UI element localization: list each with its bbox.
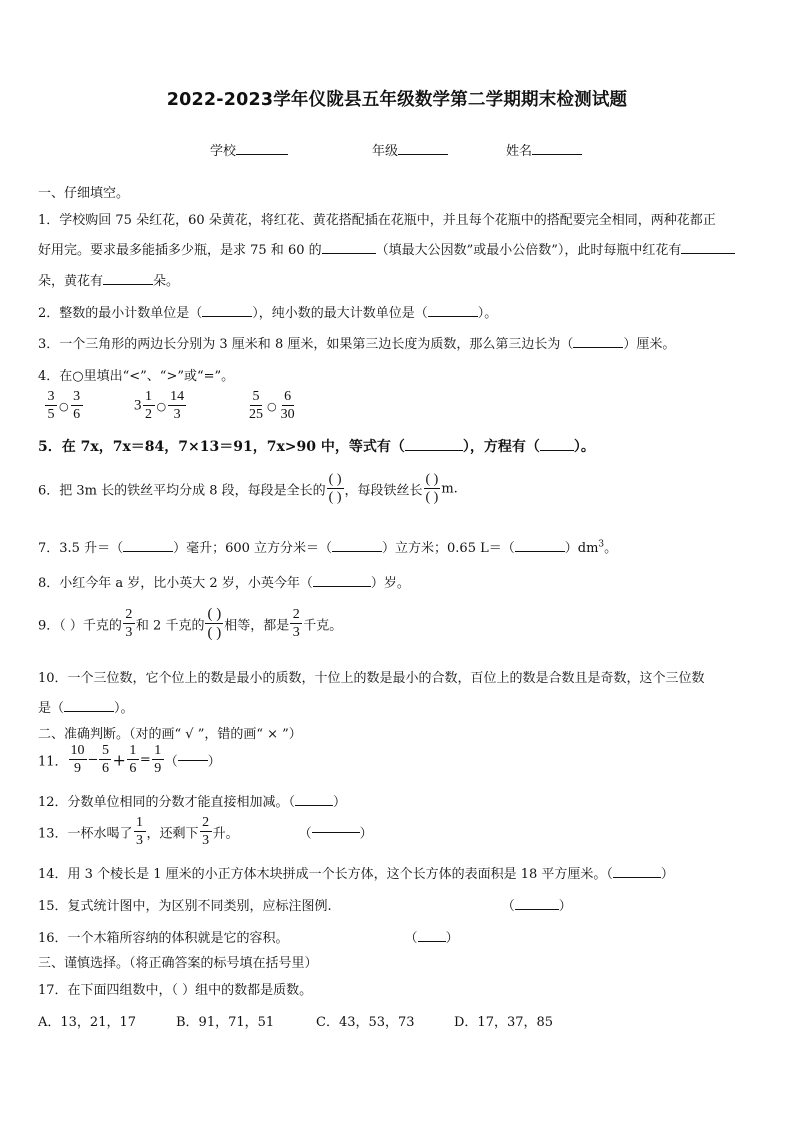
page-title: 2022-2023学年仪陇县五年级数学第二学期期末检测试题 bbox=[166, 90, 628, 110]
q8-blank[interactable] bbox=[313, 586, 371, 587]
q9: 9．（ ）千克的 $\frac{2}{3}$ 和 2 千克的 $\frac{( )}{( )}$ 相等，都是 $\frac{2}{3}$ 千克。 bbox=[38, 606, 343, 641]
q10-line-2: 是（ ）。 bbox=[38, 701, 134, 716]
q4-item-3 bbox=[246, 390, 298, 422]
q10-line-1: 10．一个三位数，它个位上的数是最小的质数，十位上的数是最小的合数，百位上的数是合数且是奇数，这个三位数 bbox=[38, 671, 705, 686]
grade-field: 年级 bbox=[372, 140, 448, 159]
q6: 6．把 3m 长的铁丝平均分成 8 段，每段是全长的 $\frac{( )}{( )}$ ，每段铁丝长 $\frac{( )}{( )}$ m. bbox=[38, 472, 458, 505]
fraction: $\frac{3}{5}$ bbox=[45, 390, 57, 422]
blank-fraction[interactable]: $\frac{( )}{( )}$ bbox=[207, 606, 222, 641]
q2-blank-1[interactable] bbox=[202, 316, 252, 317]
q2-blank-2[interactable] bbox=[428, 316, 478, 317]
q7: 7．3.5 升＝（ ）毫升；600 立方分米＝（ ）立方米；0.65 L＝（ ）$dm^3$。 bbox=[38, 539, 618, 556]
q5-blank-2[interactable] bbox=[540, 450, 574, 451]
q2: 2．整数的最小计数单位是（ ），纯小数的最大计数单位是（ ）。 bbox=[38, 306, 498, 321]
q17-option-b[interactable]: B．91，71，51 bbox=[176, 1015, 275, 1030]
fraction: $\frac{2}{3}$ bbox=[290, 608, 302, 640]
q1-line-1: 1．学校购回 75 朵红花，60 朵黄花，将红花、黄花搭配插在花瓶中，并且每个花瓶中的搭配要完全相同，两种花都正 bbox=[38, 213, 716, 228]
q1-blank-2[interactable] bbox=[681, 253, 735, 254]
q5-blank-1[interactable] bbox=[405, 450, 463, 451]
q10-blank[interactable] bbox=[64, 711, 114, 712]
blank-fraction[interactable]: $\frac{( )}{( )}$ bbox=[328, 472, 342, 505]
q16: 16．一个木箱所容纳的体积就是它的容积。 （ ） bbox=[38, 931, 459, 946]
q12-blank[interactable] bbox=[295, 805, 333, 806]
q8: 8．小红今年 a 岁，比小英大 2 岁，小英今年（ ）岁。 bbox=[38, 576, 410, 591]
fraction: $\frac{14}{3}$ bbox=[170, 389, 185, 422]
q3-blank[interactable] bbox=[573, 347, 623, 348]
compare-circle[interactable]: ○ bbox=[156, 399, 167, 413]
fraction: $\frac{5}{25}$ bbox=[249, 389, 263, 422]
name-field: 姓名 bbox=[506, 140, 582, 159]
school-blank[interactable] bbox=[236, 154, 288, 155]
compare-circle[interactable]: ○ bbox=[267, 399, 277, 413]
q17-text: 17．在下面四组数中，（ ）组中的数都是质数。 bbox=[38, 983, 313, 998]
q1-blank-3[interactable] bbox=[103, 284, 153, 285]
q13-blank[interactable] bbox=[312, 832, 360, 833]
q17-option-c[interactable]: C．43，53，73 bbox=[316, 1015, 415, 1030]
fraction: $\frac{10}{9}$ bbox=[70, 743, 85, 776]
q11: 11． $\frac{10}{9}$ − $\frac{5}{6}$ + $\frac{1}{6}$ = $\frac{1}{9}$ （ ） bbox=[38, 743, 221, 776]
q15: 15．复式统计图中，为区别不同类别，应标注图例. （ ） bbox=[38, 899, 572, 914]
name-blank[interactable] bbox=[532, 154, 582, 155]
q4-item-2: 3 $\frac{1}{2}$ ○ $\frac{14}{3}$ bbox=[134, 389, 185, 422]
blank-fraction[interactable]: $\frac{( )}{( )}$ bbox=[425, 472, 439, 505]
q3: 3．一个三角形的两边长分别为 3 厘米和 8 厘米，如果第三边长度为质数，那么第三边长为（ ）厘米。 bbox=[38, 337, 676, 352]
q1-line-3: 朵，黄花有 朵。 bbox=[38, 274, 180, 289]
q5: 5．在 7x，7x＝84，7×13＝91，7x>90 中，等式有（ ），方程有（ ）。 bbox=[38, 439, 595, 455]
q17-option-d[interactable]: D．17，37，85 bbox=[454, 1015, 554, 1030]
q4-item-1 bbox=[44, 390, 84, 422]
q7-blank-2[interactable] bbox=[332, 551, 382, 552]
q1-line-2: 好用完。要求最多能插多少瓶，是求 75 和 60 的 （填最大公因数”或最小公倍数”），此时每瓶中红花有 bbox=[38, 239, 735, 258]
q15-blank[interactable] bbox=[515, 909, 559, 910]
q7-blank-3[interactable] bbox=[515, 551, 565, 552]
section-2-heading: 二、准确判断。（对的画“ √ ”，错的画“ × ”） bbox=[38, 727, 302, 742]
section-3-heading: 三、谨慎选择。（将正确答案的标号填在括号里） bbox=[38, 956, 318, 971]
fraction: $\frac{1}{3}$ bbox=[134, 816, 146, 848]
q17-option-a[interactable]: A．13，21，17 bbox=[38, 1015, 137, 1030]
q13: 13．一杯水喝了 $\frac{1}{3}$ ，还剩下 $\frac{2}{3}$ 升。 （ ） bbox=[38, 815, 373, 848]
section-1-heading: 一、仔细填空。 bbox=[38, 186, 130, 201]
fraction: $\frac{1}{2}$ bbox=[143, 390, 155, 422]
q12: 12．分数单位相同的分数才能直接相加减。（ ） bbox=[38, 795, 347, 810]
fraction: $\frac{5}{6}$ bbox=[99, 744, 111, 776]
q14-blank[interactable] bbox=[613, 877, 661, 878]
compare-circle[interactable]: ○ bbox=[59, 399, 69, 413]
q14: 14．用 3 个棱长是 1 厘米的小正方体木块拼成一个长方体，这个长方体的表面积是 18 平方厘米。（ ） bbox=[38, 867, 674, 882]
fraction: $\frac{1}{6}$ bbox=[127, 744, 139, 776]
fraction: $\frac{3}{6}$ bbox=[71, 390, 83, 422]
school-field: 学校 bbox=[210, 140, 288, 159]
q7-blank-1[interactable] bbox=[123, 551, 173, 552]
q4-text: 4．在○里填出“<”、“>”或“=”。 bbox=[38, 369, 235, 384]
fraction: $\frac{2}{3}$ bbox=[200, 816, 212, 848]
q11-blank[interactable] bbox=[178, 760, 208, 761]
fraction: $\frac{2}{3}$ bbox=[123, 608, 135, 640]
q1-blank-1[interactable] bbox=[322, 253, 376, 254]
fraction: $\frac{6}{30}$ bbox=[280, 389, 295, 422]
grade-blank[interactable] bbox=[398, 154, 448, 155]
fraction: $\frac{1}{9}$ bbox=[152, 744, 164, 776]
q16-blank[interactable] bbox=[418, 941, 446, 942]
